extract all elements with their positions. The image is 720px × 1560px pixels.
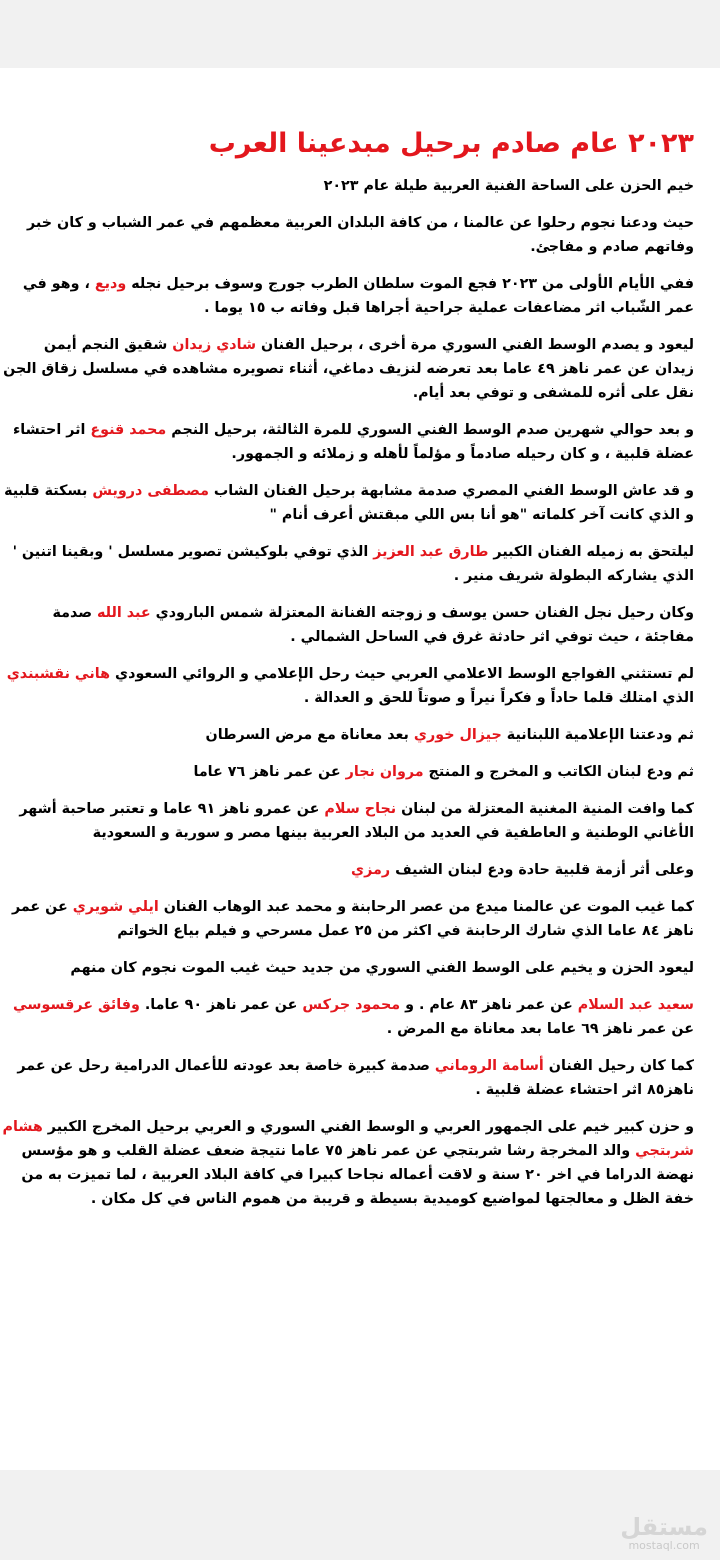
paragraph-text: ، وهو في عمر الشّباب اثر مضاعفات عملية جراحية أجراها قبل وفاته ب ١٥ يوما . (22, 276, 694, 316)
paragraph-text: ليعود و يصدم الوسط الفني السوري مرة أخرى ، برحيل الفنان (256, 337, 694, 353)
paragraph-text: كما وافت المنية المغنية المعتزلة من لبنان (396, 801, 694, 817)
paragraph-text: ليعود الحزن و يخيم على الوسط الفني السوري من جديد حيث غيب الموت نجوم كان منهم (70, 960, 694, 976)
article-paragraph (0, 858, 694, 882)
paragraph-text: شقيق النجم أيمن زيدان عن عمر ناهز ٤٩ عاما بعد تعرضه لنزيف دماغي، أثناء تصويره مشاهده في مسلسل زقاق الجن نقل على أثره للمشفى و توفي بعد أيام. (3, 337, 694, 401)
highlighted-name: هاني نقشبندي (6, 666, 111, 682)
paragraph-text: عن عمرو ناهز ٩١ عاما و تعتبر صاحبة أشهر الأغاني الوطنية و العاطفية في العديد من البلاد العربية بينها مصر و سورية و السعودية (19, 801, 694, 841)
article-paragraph (0, 272, 694, 320)
article-paragraph (0, 956, 694, 980)
paragraph-text: بعد معاناة مع مرض السرطان (205, 727, 414, 743)
article-paragraph (0, 993, 694, 1041)
article-paragraph (0, 723, 694, 747)
paragraph-text: الذي توفي بلوكيشن تصوير مسلسل ' وبقينا اتنين ' الذي يشاركه البطولة شريف منير . (12, 544, 694, 584)
highlighted-name: شادي زيدان (172, 337, 257, 353)
article-paragraph (0, 662, 694, 710)
paragraph-text: صدمة كبيرة خاصة بعد عودته للأعمال الدرامية رحل عن عمر ناهز٨٥ اثر احتشاء عضلة قلبية . (17, 1058, 694, 1098)
bottom-frame (0, 1470, 720, 1560)
watermark-arabic: مستقل (620, 1513, 708, 1541)
article-paragraph (0, 540, 694, 588)
paragraph-text: ثم ودعتنا الإعلامية اللبنانية (501, 727, 694, 743)
paragraph-text: اثر احتشاء عضلة قلبية ، و كان رحيله صادماً و مؤلماً لأهله و زملائه و الجمهور. (12, 422, 694, 462)
article-paragraph (0, 333, 694, 405)
paragraph-text: ليلتحق به زميله الفنان الكبير (488, 544, 694, 560)
paragraph-text: لم تستثني الفواجع الوسط الاعلامي العربي حيث رحل الإعلامي و الروائي السعودي (110, 666, 694, 682)
paragraph-text: كما غيب الموت عن عالمنا ميدع من عصر الرحابنة و محمد عبد الوهاب الفنان (158, 899, 694, 915)
paragraph-text: وعلى أثر أزمة قلبية حادة ودع لبنان الشيف (390, 862, 694, 878)
paragraph-text: وكان رحيل نجل الفنان حسن يوسف و زوجته الفنانة المعتزلة شمس البارودي (150, 605, 694, 621)
paragraph-text: عن عمر ناهز ٦٩ عاما بعد معاناة مع المرض . (386, 1021, 694, 1037)
paragraph-text: و بعد حوالي شهرين صدم الوسط الفني السوري للمرة الثالثة، برحيل النجم (166, 422, 694, 438)
highlighted-name: سعيد عبد السلام (577, 997, 694, 1013)
highlighted-name: وفائق عرقسوسي (12, 997, 140, 1013)
highlighted-name: أسامة الروماني (434, 1058, 544, 1074)
highlighted-name: مروان نجار (345, 764, 424, 780)
paragraph-text: ففي الأيام الأولى من ٢٠٢٣ فجع الموت سلطان الطرب جورج وسوف برحيل نجله (126, 276, 694, 292)
highlighted-name: محمد قنوع (90, 422, 167, 438)
paragraph-text: الذي امتلك قلما حاداً و فكراً نيراً و صوتاً للحق و العدالة . (303, 690, 694, 706)
highlighted-name: وديع (94, 276, 127, 292)
article-paragraph (0, 418, 694, 466)
paragraph-text: صدمة مفاجئة ، حيث توفي اثر حادثة غرق في الساحل الشمالي . (52, 605, 694, 645)
article-paragraph (0, 601, 694, 649)
paragraph-text: عن عمر ناهز ٨٤ عاما الذي شارك الرحابنة في اكثر من ٢٥ عمل مسرحي و فيلم بياع الخواتم (11, 899, 694, 939)
paragraph-text: حيث ودعنا نجوم رحلوا عن عالمنا ، من كافة البلدان العربية معظمهم في عمر الشباب و كان خبر وفاتهم صادم و مفاجئ. (27, 215, 694, 255)
highlighted-name: طارق عبد العزيز (373, 544, 489, 560)
paragraph-text: عن عمر ناهز ٨٣ عام . و (400, 997, 578, 1013)
article-body (0, 174, 694, 1211)
highlighted-name: ايلي شويري (72, 899, 159, 915)
paragraph-text: و قد عاش الوسط الفني المصري صدمة مشابهة برحيل الفنان الشاب (208, 483, 694, 499)
highlighted-name: محمود جركس (302, 997, 401, 1013)
watermark-latin: mostaql.com (628, 1539, 700, 1552)
article-paragraph (0, 760, 694, 784)
article-paragraph (0, 797, 694, 845)
highlighted-name: رمزي (351, 862, 391, 878)
article-title: ٢٠٢٣ عام صادم برحيل مبدعينا العرب (208, 128, 694, 159)
highlighted-name: عبد الله (97, 605, 151, 621)
article-paragraph (0, 211, 694, 259)
highlighted-name: نجاح سلام (324, 801, 397, 817)
highlighted-name: هشام شربتجي (2, 1119, 694, 1159)
article-paragraph (0, 895, 694, 943)
paragraph-text: كما كان رحيل الفنان (543, 1058, 694, 1074)
top-frame (0, 0, 720, 68)
highlighted-name: جيزال خوري (413, 727, 502, 743)
article (0, 126, 694, 1224)
highlighted-name: مصطفى درويش (92, 483, 209, 499)
article-paragraph (0, 174, 694, 198)
paragraph-text: عن عمر ناهز ٧٦ عاما (193, 764, 346, 780)
article-paragraph (0, 1115, 694, 1211)
paragraph-text: والد المخرجة رشا شربتجي عن عمر ناهز ٧٥ عاما نتيجة ضعف عضلة القلب و هو مؤسس نهضة الدراما في اخر ٢٠ سنة و لاقت أعماله نجاحا كبيرا في كافة البلاد العربية ، لما تميزت به من خفة الظل و معالجتها لمواضيع كوميدية بسيطة و قريبة من هموم الناس في كل مكان . (21, 1143, 694, 1207)
article-paragraph (0, 1054, 694, 1102)
paragraph-text: بسكتة قلبية و الذي كانت آخر كلماته "هو أنا بس اللي مبقتش أعرف أنام " (4, 483, 694, 523)
mostaql-watermark (620, 1514, 708, 1552)
paragraph-text: و حزن كبير خيم على الجمهور العربي و الوسط الفني السوري و العربي برحيل المخرج الكبير (42, 1119, 694, 1135)
article-paragraph (0, 479, 694, 527)
paragraph-text: ثم ودع لبنان الكاتب و المخرج و المنتج (423, 764, 694, 780)
paragraph-text: خيم الحزن على الساحة الفنية العربية طيلة عام ٢٠٢٣ (323, 178, 694, 194)
paragraph-text: عن عمر ناهز ٩٠ عاما. (139, 997, 303, 1013)
